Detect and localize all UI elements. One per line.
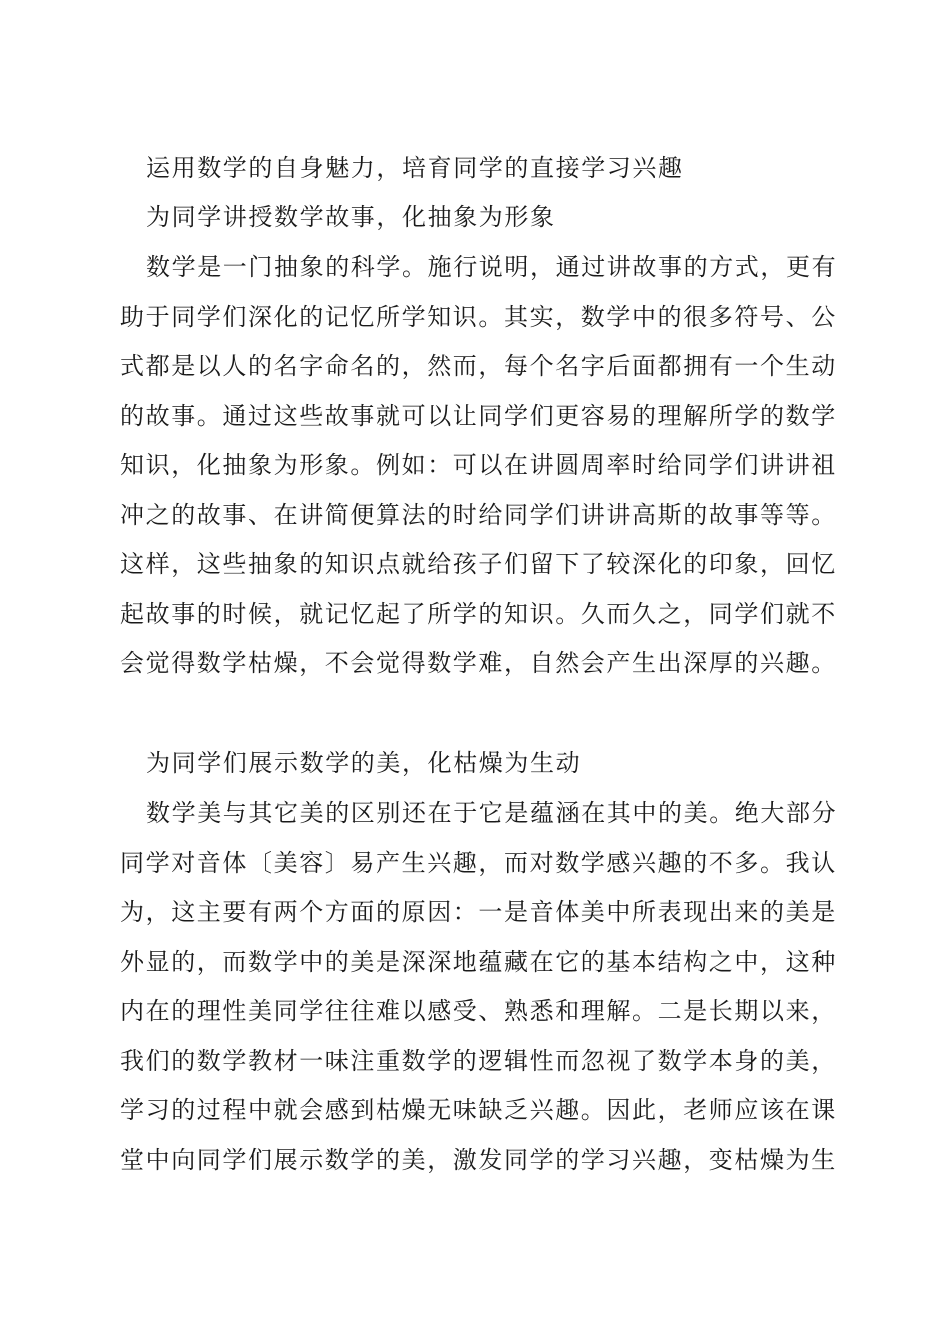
- heading-main: 运用数学的自身魅力，培育同学的直接学习兴趣: [146, 154, 684, 182]
- paragraph-line: 的故事。通过这些故事就可以让同学们更容易的理解所学的数学: [120, 402, 837, 430]
- paragraph-line: 学习的过程中就会感到枯燥无味缺乏兴趣。因此，老师应该在课: [120, 1096, 837, 1124]
- paragraph-line: 起故事的时候，就记忆起了所学的知识。久而久之，同学们就不: [120, 600, 837, 628]
- paragraph-line: 内在的理性美同学往往难以感受、熟悉和理解。二是长期以来，: [120, 997, 837, 1025]
- paragraph-line: 堂中向同学们展示数学的美，激发同学的学习兴趣，变枯燥为生: [120, 1146, 837, 1174]
- paragraph-line: 知识，化抽象为形象。例如：可以在讲圆周率时给同学们讲讲祖: [120, 451, 837, 479]
- paragraph-line: 外显的，而数学中的美是深深地蕴藏在它的基本结构之中，这种: [120, 948, 837, 976]
- paragraph-line: 为，这主要有两个方面的原因：一是音体美中所表现出来的美是: [120, 898, 837, 926]
- paragraph-line: 我们的数学教材一味注重数学的逻辑性而忽视了数学本身的美，: [120, 1047, 837, 1075]
- paragraph-line: 数学是一门抽象的科学。施行说明，通过讲故事的方式，更有: [146, 253, 838, 281]
- paragraph-line: 这样，这些抽象的知识点就给孩子们留下了较深化的印象，回忆: [120, 550, 837, 578]
- paragraph-line: 会觉得数学枯燥，不会觉得数学难，自然会产生出深厚的兴趣。: [120, 649, 837, 677]
- paragraph-line: 同学对音体〔美容〕易产生兴趣，而对数学感兴趣的不多。我认: [120, 849, 837, 877]
- paragraph-line: 数学美与其它美的区别还在于它是蕴涵在其中的美。绝大部分: [146, 799, 838, 827]
- paragraph-line: 助于同学们深化的记忆所学知识。其实，数学中的很多符号、公: [120, 303, 837, 331]
- heading-beauty: 为同学们展示数学的美，化枯燥为生动: [146, 749, 582, 777]
- paragraph-line: 冲之的故事、在讲简便算法的时给同学们讲讲高斯的故事等等。: [120, 501, 837, 529]
- paragraph-line: 式都是以人的名字命名的，然而，每个名字后面都拥有一个生动: [120, 352, 837, 380]
- heading-story: 为同学讲授数学故事，化抽象为形象: [146, 203, 556, 231]
